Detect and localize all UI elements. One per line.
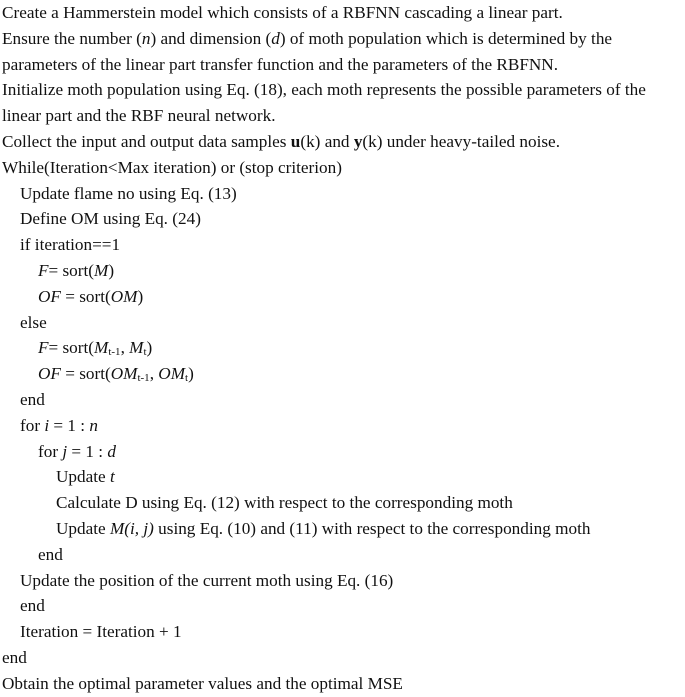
line-text-segment: )	[188, 364, 194, 384]
line-text-segment: OM	[110, 364, 138, 384]
line-text-segment: t	[143, 346, 147, 359]
algorithm-line	[38, 439, 116, 465]
line-text-segment: (k) under heavy-tailed noise.	[362, 132, 560, 151]
line-text-segment: Obtain the optimal parameter values and the optimal MSE	[2, 673, 403, 693]
algorithm-line	[2, 103, 276, 129]
line-text-segment: )	[137, 286, 144, 306]
line-text-segment: n	[141, 28, 151, 48]
line-text-segment: M	[94, 261, 109, 280]
algorithm-line	[2, 77, 646, 103]
line-text-segment: = sort(	[60, 286, 111, 306]
algorithm-line	[20, 206, 201, 232]
line-text-segment: end	[20, 390, 45, 409]
line-text-segment: end	[2, 648, 27, 667]
line-text-segment: end	[38, 544, 63, 564]
line-text-segment: d	[271, 28, 280, 48]
line-text-segment: linear part and the RBF neural network.	[2, 106, 276, 126]
line-text-segment: Calculate D using Eq. (12) with respect to the corresponding moth	[56, 493, 513, 513]
line-text-segment: i	[44, 415, 50, 435]
algorithm-line	[2, 26, 612, 52]
line-text-segment: )	[108, 261, 115, 280]
algorithm-line	[38, 284, 143, 310]
line-text-segment: ,	[120, 338, 130, 358]
algorithm-line	[2, 671, 403, 697]
line-text-segment: u	[290, 132, 301, 151]
algorithm-line	[20, 593, 45, 619]
line-text-segment: end	[20, 596, 45, 616]
line-text-segment: M(i, j)	[109, 519, 154, 538]
line-text-segment: t	[109, 467, 115, 487]
line-text-segment: (k) and	[300, 132, 354, 151]
algorithm-line	[20, 181, 237, 207]
algorithm-line	[38, 335, 152, 361]
line-text-segment: = 1 :	[67, 441, 108, 461]
algorithm-line	[38, 542, 63, 568]
line-text-segment: ,	[149, 364, 159, 384]
algorithm-line	[56, 464, 115, 490]
line-text-segment: OF	[38, 286, 61, 306]
line-text-segment: = sort(	[48, 338, 94, 358]
algorithm-line	[38, 361, 194, 387]
line-text-segment: y	[353, 132, 363, 151]
line-text-segment: d	[107, 441, 116, 461]
algorithm-line	[38, 258, 114, 284]
algorithm-line	[56, 490, 513, 516]
line-text-segment: While(Iteration<Max iteration) or (stop criterion)	[2, 157, 342, 177]
line-text-segment: for	[20, 415, 45, 435]
line-text-segment: Initialize moth population using Eq. (18), each moth represents the possible parameters of the	[2, 80, 646, 100]
line-text-segment: parameters of the linear part transfer function and the parameters of the RBFNN.	[2, 54, 559, 74]
line-text-segment: t-1	[137, 372, 150, 385]
line-text-segment: M	[129, 338, 144, 358]
line-text-segment: ) and dimension (	[150, 28, 272, 48]
line-text-segment: Update	[56, 519, 110, 538]
algorithm-line	[20, 413, 98, 439]
algorithm-line	[2, 155, 342, 181]
line-text-segment: OF	[38, 364, 61, 384]
algorithm-line	[56, 516, 590, 542]
line-text-segment: t-1	[108, 346, 121, 359]
line-text-segment: if iteration==1	[20, 235, 121, 255]
line-text-segment: F	[38, 338, 49, 358]
line-text-segment: Update the position of the current moth using Eq. (16)	[20, 570, 394, 590]
line-text-segment: OM	[158, 364, 186, 384]
line-text-segment: Create a Hammerstein model which consists of a RBFNN cascading a linear part.	[2, 3, 563, 22]
algorithm-line	[2, 0, 563, 26]
line-text-segment: OM	[110, 286, 138, 306]
algorithm-line	[20, 310, 47, 336]
line-text-segment: = sort(	[60, 364, 111, 384]
line-text-segment: else	[20, 312, 47, 332]
algorithm-line	[2, 645, 27, 671]
algorithm-line	[2, 129, 560, 155]
line-text-segment: t	[185, 372, 189, 385]
algorithm-line	[2, 52, 558, 78]
line-text-segment: Update	[56, 467, 110, 487]
algorithm-line	[20, 619, 182, 645]
line-text-segment: Iteration = Iteration + 1	[20, 622, 182, 642]
line-text-segment: using Eq. (10) and (11) with respect to the corresponding moth	[153, 519, 591, 538]
line-text-segment: for	[38, 441, 63, 461]
line-text-segment: j	[62, 441, 68, 461]
line-text-segment: M	[94, 338, 109, 358]
line-text-segment: )	[146, 338, 153, 358]
line-text-segment: Collect the input and output data samples	[2, 132, 291, 151]
line-text-segment: ) of moth population which is determined by the	[279, 28, 613, 48]
line-text-segment: Ensure the number (	[2, 28, 142, 48]
algorithm-line	[20, 387, 45, 413]
line-text-segment: Define OM using Eq. (24)	[20, 209, 201, 229]
line-text-segment: = sort(	[48, 261, 94, 280]
line-text-segment: = 1 :	[49, 415, 90, 435]
line-text-segment: F	[38, 261, 49, 280]
algorithm-line	[20, 232, 120, 258]
algorithm-line	[20, 568, 393, 594]
line-text-segment: n	[89, 415, 98, 435]
line-text-segment: Update flame no using Eq. (13)	[20, 183, 237, 203]
